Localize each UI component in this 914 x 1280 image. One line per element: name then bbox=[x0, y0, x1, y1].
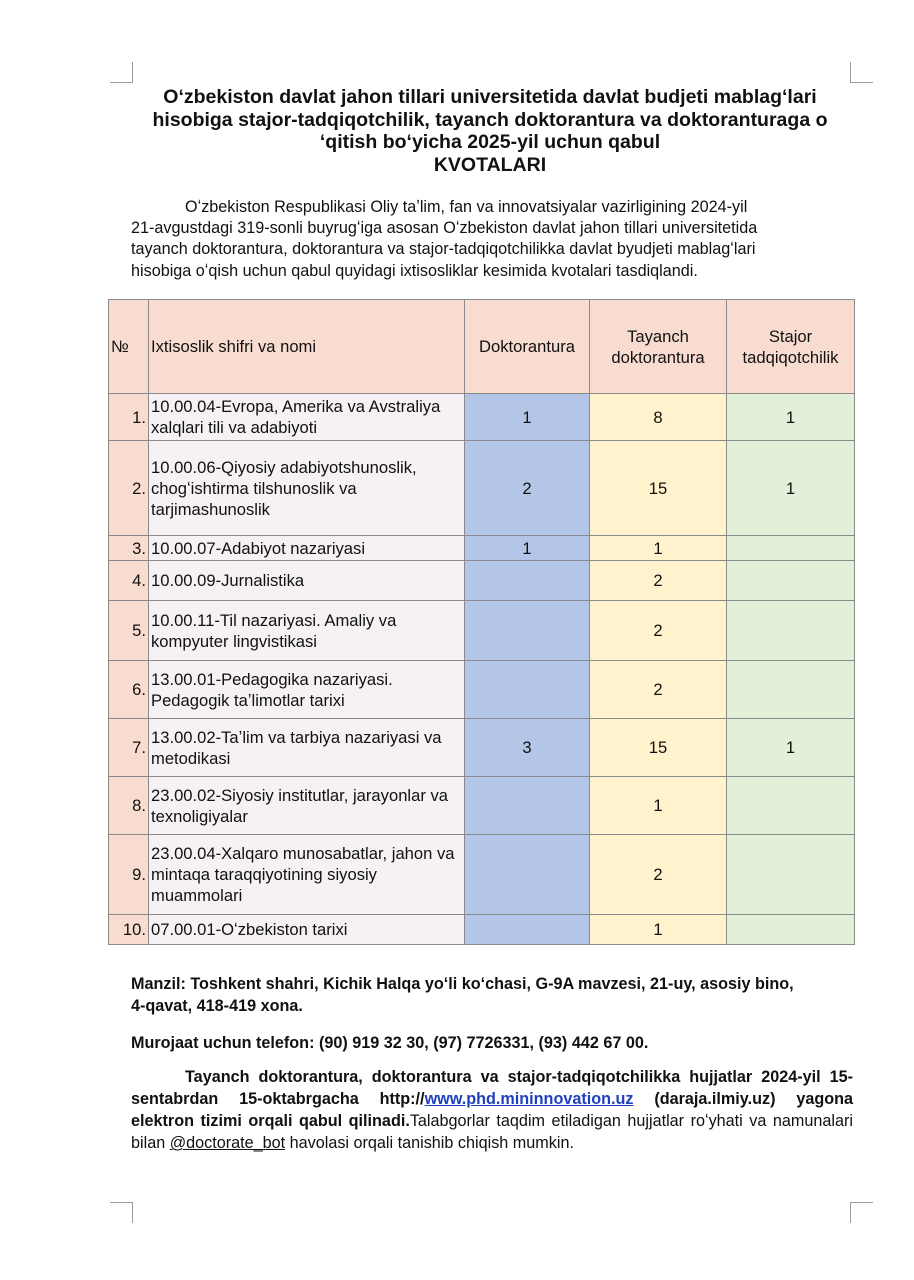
doktorantura-quota: 1 bbox=[465, 536, 590, 561]
specialty-name: 23.00.04-Xalqaro munosabatlar, jahon va mintaqa taraqqiyotining siyosiy muammolari bbox=[149, 835, 465, 915]
row-number: 4. bbox=[109, 561, 149, 601]
specialty-name: 10.00.11-Til nazariyasi. Amaliy va kompyuter lingvistikasi bbox=[149, 601, 465, 661]
stajor-quota: 1 bbox=[727, 394, 855, 441]
document-title bbox=[120, 86, 860, 176]
stajor-quota bbox=[727, 777, 855, 835]
table-row bbox=[109, 561, 855, 601]
title-kvotalari: KVOTALARI bbox=[433, 153, 547, 176]
specialty-name: 13.00.02-Taʼlim va tarbiya nazariyasi va metodikasi bbox=[149, 719, 465, 777]
row-number: 9. bbox=[109, 835, 149, 915]
specialty-name: 13.00.01-Pedagogika nazariyasi. Pedagogik taʼlimotlar tarixi bbox=[149, 661, 465, 719]
page-corner-mark bbox=[850, 62, 873, 83]
page-corner-mark bbox=[110, 1202, 133, 1223]
stajor-quota: 1 bbox=[727, 441, 855, 536]
header-tayanch-doktorantura: Tayanch doktorantura bbox=[590, 300, 727, 394]
address-block bbox=[131, 973, 853, 1017]
tayanch-quota: 1 bbox=[590, 777, 727, 835]
tayanch-quota: 1 bbox=[590, 536, 727, 561]
doktorantura-quota bbox=[465, 915, 590, 945]
doktorantura-quota bbox=[465, 835, 590, 915]
doktorantura-quota bbox=[465, 601, 590, 661]
tayanch-quota: 15 bbox=[590, 441, 727, 536]
tayanch-quota: 2 bbox=[590, 601, 727, 661]
tayanch-quota: 2 bbox=[590, 561, 727, 601]
title-line: hisobiga stajor-tadqiqotchilik, tayanch doktorantura va doktoranturaga o bbox=[152, 108, 828, 131]
docs-normal-text: Talabgorlar taqdim etiladigan hujjatlar roʻyhati va namunalari bilan bbox=[131, 1112, 853, 1152]
stajor-quota: 1 bbox=[727, 719, 855, 777]
specialty-name: 23.00.02-Siyosiy institutlar, jarayonlar va texnoligiyalar bbox=[149, 777, 465, 835]
row-number: 6. bbox=[109, 661, 149, 719]
intro-line bbox=[131, 197, 853, 218]
header-stajor-tadqiqotchilik: Stajor tadqiqotchilik bbox=[727, 300, 855, 394]
page-corner-mark bbox=[850, 1202, 873, 1223]
quota-table bbox=[108, 299, 855, 945]
row-number: 10. bbox=[109, 915, 149, 945]
doktorantura-quota bbox=[465, 777, 590, 835]
page-corner-mark bbox=[110, 62, 133, 83]
telegram-bot-link[interactable]: @doctorate_bot bbox=[169, 1134, 286, 1152]
title-line: Oʻzbekiston davlat jahon tillari universitetida davlat budjeti mablagʻlari bbox=[163, 86, 817, 108]
phd-website-link[interactable]: www.phd.mininnovation.uz bbox=[424, 1090, 634, 1108]
header-name: Ixtisoslik shifri va nomi bbox=[149, 300, 465, 394]
specialty-name: 10.00.06-Qiyosiy adabiyotshunoslik, chogʻishtirma tilshunoslik va tarjimashunoslik bbox=[149, 441, 465, 536]
tayanch-quota: 8 bbox=[590, 394, 727, 441]
doktorantura-quota bbox=[465, 561, 590, 601]
row-number: 2. bbox=[109, 441, 149, 536]
row-number: 1. bbox=[109, 394, 149, 441]
specialty-name: 07.00.01-Oʻzbekiston tarixi bbox=[149, 915, 465, 945]
row-number: 3. bbox=[109, 536, 149, 561]
table-row bbox=[109, 536, 855, 561]
stajor-quota bbox=[727, 915, 855, 945]
tayanch-quota: 2 bbox=[590, 661, 727, 719]
stajor-quota bbox=[727, 601, 855, 661]
specialty-name: 10.00.07-Adabiyot nazariyasi bbox=[149, 536, 465, 561]
table-row bbox=[109, 915, 855, 945]
intro-paragraph bbox=[131, 197, 853, 282]
address-line: Manzil: Toshkent shahri, Kichik Halqa yoʻli koʻchasi, G-9A mavzesi, 21-uy, asosiy bino, bbox=[131, 975, 794, 993]
stajor-quota bbox=[727, 661, 855, 719]
table-row bbox=[109, 601, 855, 661]
documents-paragraph bbox=[131, 1066, 853, 1154]
doktorantura-quota: 2 bbox=[465, 441, 590, 536]
tayanch-quota: 2 bbox=[590, 835, 727, 915]
doktorantura-quota: 3 bbox=[465, 719, 590, 777]
table-row bbox=[109, 394, 855, 441]
stajor-quota bbox=[727, 536, 855, 561]
header-doktorantura: Doktorantura bbox=[465, 300, 590, 394]
row-number: 7. bbox=[109, 719, 149, 777]
table-header-row bbox=[109, 300, 855, 394]
docs-bold-text: Tayanch doktorantura, doktorantura va stajor-tadqiqotchilikka hujjatlar 2024-yil 15-sentabrdan 15-oktabrgacha http:// bbox=[131, 1068, 853, 1108]
table-row bbox=[109, 835, 855, 915]
table-row bbox=[109, 441, 855, 536]
intro-line: 21-avgustdagi 319-sonli buyrugʻiga asosan Oʻzbekiston davlat jahon tillari universitetida bbox=[131, 219, 758, 238]
contact-phones: Murojaat uchun telefon: (90) 919 32 30, (97) 7726331, (93) 442 67 00. bbox=[131, 1034, 649, 1052]
intro-line: tayanch doktorantura, doktorantura va stajor-tadqiqotchilikka davlat byudjeti mablagʻlari bbox=[131, 240, 756, 259]
intro-line: hisobiga oʻqish uchun qabul quyidagi ixtisosliklar kesimida kvotalari tasdiqlandi. bbox=[131, 261, 698, 280]
docs-bold-text-2: (daraja.ilmiy.uz) yagona elektron tizimi orqali qabul qilinadi. bbox=[131, 1090, 853, 1130]
table-row bbox=[109, 719, 855, 777]
header-no: № bbox=[109, 300, 149, 394]
row-number: 5. bbox=[109, 601, 149, 661]
specialty-name: 10.00.04-Evropa, Amerika va Avstraliya xalqlari tili va adabiyoti bbox=[149, 394, 465, 441]
table-row bbox=[109, 777, 855, 835]
table-row bbox=[109, 661, 855, 719]
tayanch-quota: 1 bbox=[590, 915, 727, 945]
stajor-quota bbox=[727, 561, 855, 601]
address-line: 4-qavat, 418-419 xona. bbox=[131, 997, 303, 1015]
specialty-name: 10.00.09-Jurnalistika bbox=[149, 561, 465, 601]
tayanch-quota: 15 bbox=[590, 719, 727, 777]
row-number: 8. bbox=[109, 777, 149, 835]
stajor-quota bbox=[727, 835, 855, 915]
doktorantura-quota bbox=[465, 661, 590, 719]
doktorantura-quota: 1 bbox=[465, 394, 590, 441]
title-line: ʻqitish boʻyicha 2025-yil uchun qabul bbox=[319, 131, 661, 153]
intro-line-text: Oʻzbekiston Respublikasi Oliy taʼlim, fan va innovatsiyalar vazirligining 2024-yil bbox=[185, 198, 748, 216]
docs-normal-text-2: havolasi orqali tanishib chiqish mumkin. bbox=[285, 1134, 574, 1152]
